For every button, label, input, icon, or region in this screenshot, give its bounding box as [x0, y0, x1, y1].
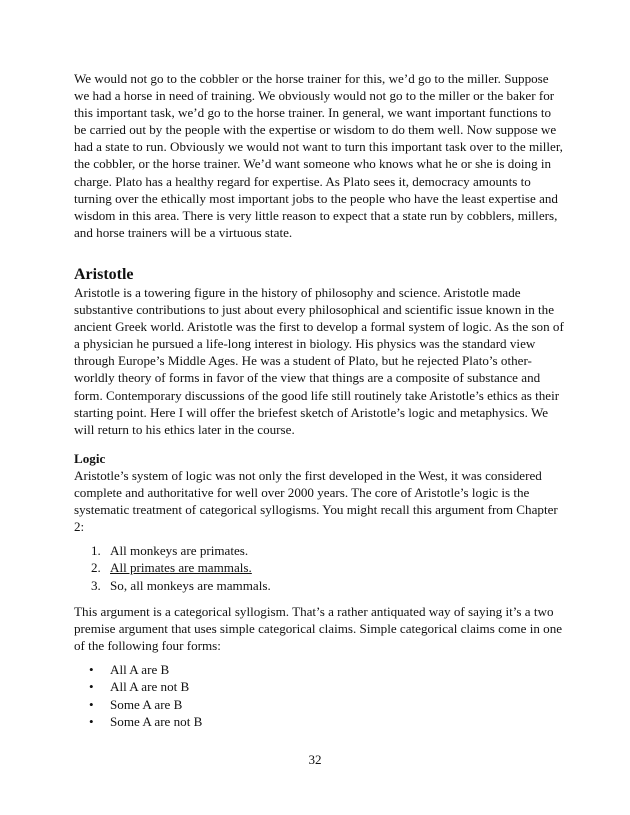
syllogism-list	[74, 542, 564, 594]
logic-paragraph: Aristotle’s system of logic was not only the first developed in the West, it was considered complete and authoritative for well over 2000 years. The core of Aristotle’s logic is the systematic treatment of categorical syllogisms. You might recall this argument from Chapter 2:	[74, 467, 558, 535]
list-item	[74, 678, 564, 695]
list-item	[74, 696, 564, 713]
list-text: All A are B	[110, 662, 170, 678]
list-number: 3.	[91, 577, 101, 593]
subsection-heading-logic: Logic	[74, 450, 106, 466]
list-number: 1.	[91, 543, 101, 559]
categorical-forms-list	[74, 661, 564, 730]
aristotle-paragraph: Aristotle is a towering figure in the history of philosophy and science. Aristotle made substantive contributions to just about every philosophical and scientific issue known in the ancient Greek world. Aristotle was the first to develop a formal system of logic. As the son of a physician he pursued a life-long interest in biology. His physics was the standard view through Europe’s Middle Ages. He was a student of Plato, but he rejected Plato’s other-worldly theory of forms in favor of the view that things are a composite of substance and form. Contemporary discussions of the good life still routinely take Aristotle’s ethics as their starting point. Here I will offer the briefest sketch of Aristotle’s logic and metaphysics. We will return to his ethics later in the course.	[74, 284, 564, 437]
list-item	[74, 713, 564, 730]
forms-paragraph: This argument is a categorical syllogism. That’s a rather antiquated way of saying it’s a two premise argument that uses simple categorical claims. Simple categorical claims come in one of the following four forms:	[74, 603, 563, 654]
document-page	[74, 70, 564, 730]
list-text: All primates are mammals.	[110, 560, 252, 576]
list-text: All monkeys are primates.	[110, 543, 249, 559]
bullet-icon: •	[89, 679, 94, 695]
bullet-icon: •	[89, 662, 94, 678]
intro-paragraph: We would not go to the cobbler or the horse trainer for this, we’d go to the miller. Suppose we had a horse in need of training. We obviously would not go to the miller or the baker for this important task, we’d go to the horse trainer. In general, we want important functions to be carried out by the people with the expertise or wisdom to do them well. Now suppose we had a state to run. Obviously we would not want to turn this important task over to the miller, the cobbler, or the horse trainer. We’d want someone who knows what he or she is doing in charge. Plato has a healthy regard for expertise. As Plato sees it, democracy amounts to turning over the ethically most important jobs to the people who have the least expertise and wisdom in this area. There is very little reason to expect that a state run by cobblers, millers, and horse trainers will be a virtuous state.	[74, 71, 563, 240]
syllogism-premise	[74, 559, 564, 576]
list-number: 2.	[91, 560, 101, 576]
bullet-icon: •	[89, 713, 94, 729]
bullet-icon: •	[89, 696, 94, 712]
syllogism-premise	[74, 542, 564, 559]
page-number: 32	[308, 752, 322, 767]
list-text: All A are not B	[110, 679, 190, 695]
list-text: So, all monkeys are mammals.	[110, 577, 271, 593]
list-item	[74, 661, 564, 678]
syllogism-conclusion	[74, 577, 564, 594]
section-heading-aristotle: Aristotle	[74, 265, 134, 283]
list-text: Some A are not B	[110, 713, 203, 729]
list-text: Some A are B	[110, 696, 183, 712]
